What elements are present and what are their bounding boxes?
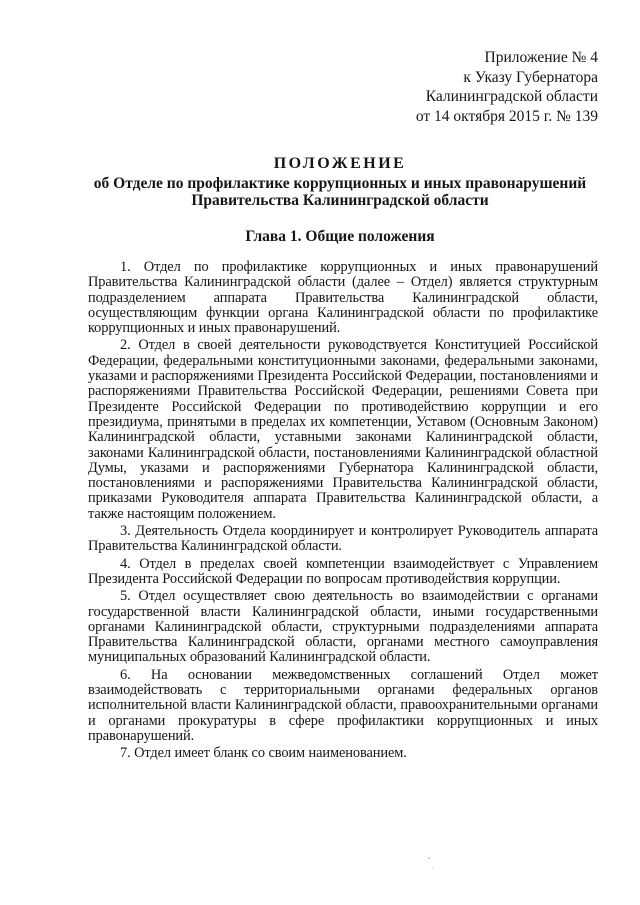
paragraph-5: 5. Отдел осуществляет свою деятельность во взаимодействии с органами государственной власти Калининградской области, иными государственными органами Калининградской области, структурными подразделениями аппарата Правительства Калининградской области, органами местного самоуправления муниципальных образований Калининградской области.: [88, 588, 598, 666]
chapter-heading: Глава 1. Общие положения: [245, 228, 435, 245]
paragraph-2: 2. Отдел в своей деятельности руководствуется Конституцией Российской Федерации, федеральными конституционными законами, федеральными законами, указами и распоряжениями Президента Российской Федерации, постановлениями и распоряжениями Правительства Российской Федерации, решениями Совета при Президенте Российской Федерации по противодействию коррупции и его президиума, принятыми в пределах их компетенции, Уставом (Основным Законом) Калининградской области, уставными законами Калининградской области, законами Калининградской области, постановлениями Калининградской областной Думы, указами и распоряжениями Губернатора Калининградской области, постановлениями и распоряжениями Правительства Калининградской области, приказами Руководителя аппарата Правительства Калининградской области, а также настоящим положением.: [88, 337, 598, 522]
paragraph-6: 6. На основании межведомственных соглашений Отдел может взаимодействовать с территориальными органами федеральных органов исполнительной власти Калининградской области, правоохранительными органами и органами прокуратуры в сфере профилактики коррупционных и иных правонарушений.: [88, 666, 598, 744]
appendix-region: Калининградской области: [425, 88, 598, 105]
document-body: [88, 260, 598, 762]
scan-speck: [432, 868, 433, 869]
appendix-reference: [416, 48, 598, 126]
appendix-date: от 14 октября 2015 г. № 139: [415, 107, 598, 125]
document-title: ПОЛОЖЕНИЕ: [273, 155, 407, 172]
document-subtitle: об Отделе по профилактике коррупционных и иных правонарушений Правительства Калининградской области: [93, 175, 587, 209]
paragraph-7: 7. Отдел имеет бланк со своим наименованием.: [120, 745, 407, 762]
appendix-decree: к Указу Губернатора: [463, 68, 598, 86]
appendix-number: Приложение № 4: [484, 49, 598, 66]
paragraph-4: 4. Отдел в пределах своей компетенции взаимодействует с Управлением Президента Российской Федерации по вопросам противодействия коррупции.: [88, 555, 598, 587]
paragraph-3: 3. Деятельность Отдела координирует и контролирует Руководитель аппарата Правительства Калининградской области.: [88, 523, 598, 555]
paragraph-1: 1. Отдел по профилактике коррупционных и иных правонарушений Правительства Калининградской области (далее – Отдел) является структурным подразделением аппарата Правительства Калининградской области, осуществляющим функции органа Калининградской области по профилактике коррупционных и иных правонарушений.: [88, 259, 598, 337]
scan-speck: [428, 857, 430, 859]
